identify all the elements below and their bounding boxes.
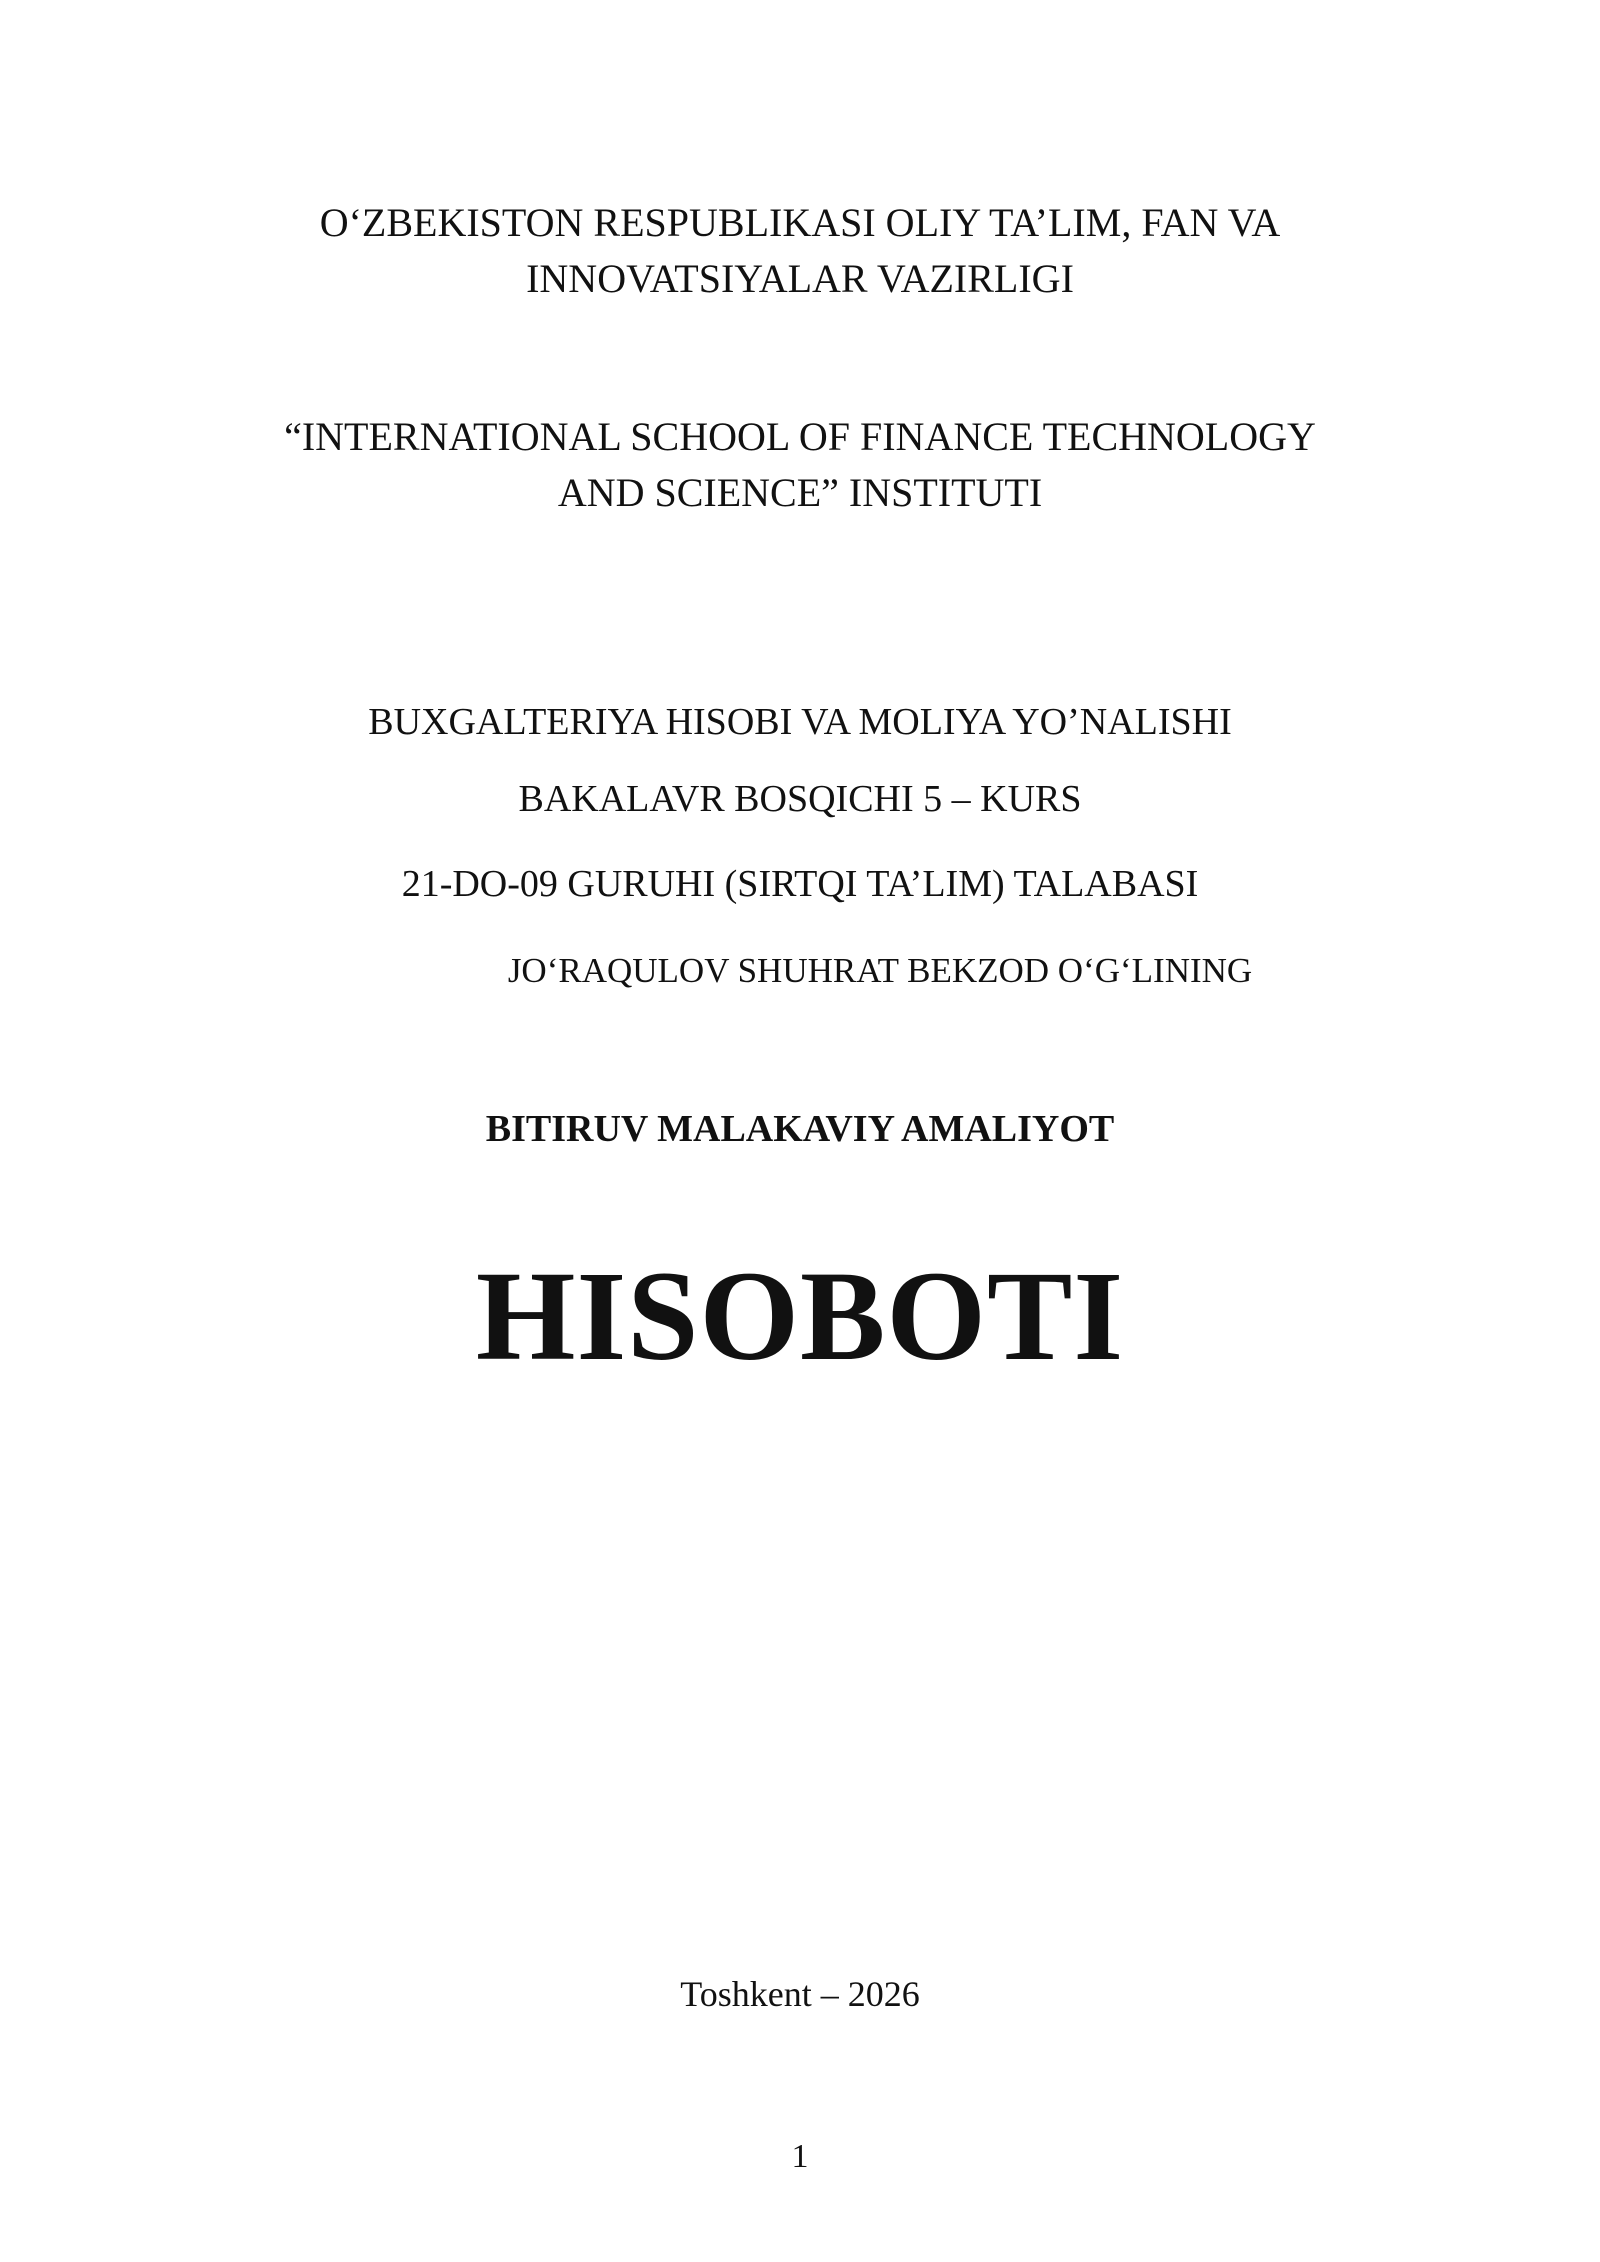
study-direction: BUXGALTERIYA HISOBI VA MOLIYA YO’NALISHI: [368, 701, 1232, 743]
report-title: HISOBOTI: [475, 1245, 1125, 1387]
institute-name-line-1: “INTERNATIONAL SCHOOL OF FINANCE TECHNOLOGY: [284, 414, 1316, 459]
institute-name-line-2: AND SCIENCE” INSTITUTI: [557, 470, 1043, 515]
page-number: 1: [791, 2138, 809, 2175]
student-group: 21-DO-09 GURUHI (SIRTQI TA’LIM) TALABASI: [401, 863, 1199, 905]
study-level: BAKALAVR BOSQICHI 5 – KURS: [518, 778, 1082, 820]
student-name: JO‘RAQULOV SHUHRAT BEKZOD O‘G‘LINING: [507, 951, 1253, 990]
city-year: Toshkent – 2026: [680, 1974, 920, 2014]
ministry-name-line-1: O‘ZBEKISTON RESPUBLIKASI OLIY TA’LIM, FAN VA: [319, 200, 1281, 245]
practice-title: BITIRUV MALAKAVIY AMALIYOT: [485, 1108, 1115, 1150]
ministry-name-line-2: INNOVATSIYALAR VAZIRLIGI: [526, 256, 1074, 301]
